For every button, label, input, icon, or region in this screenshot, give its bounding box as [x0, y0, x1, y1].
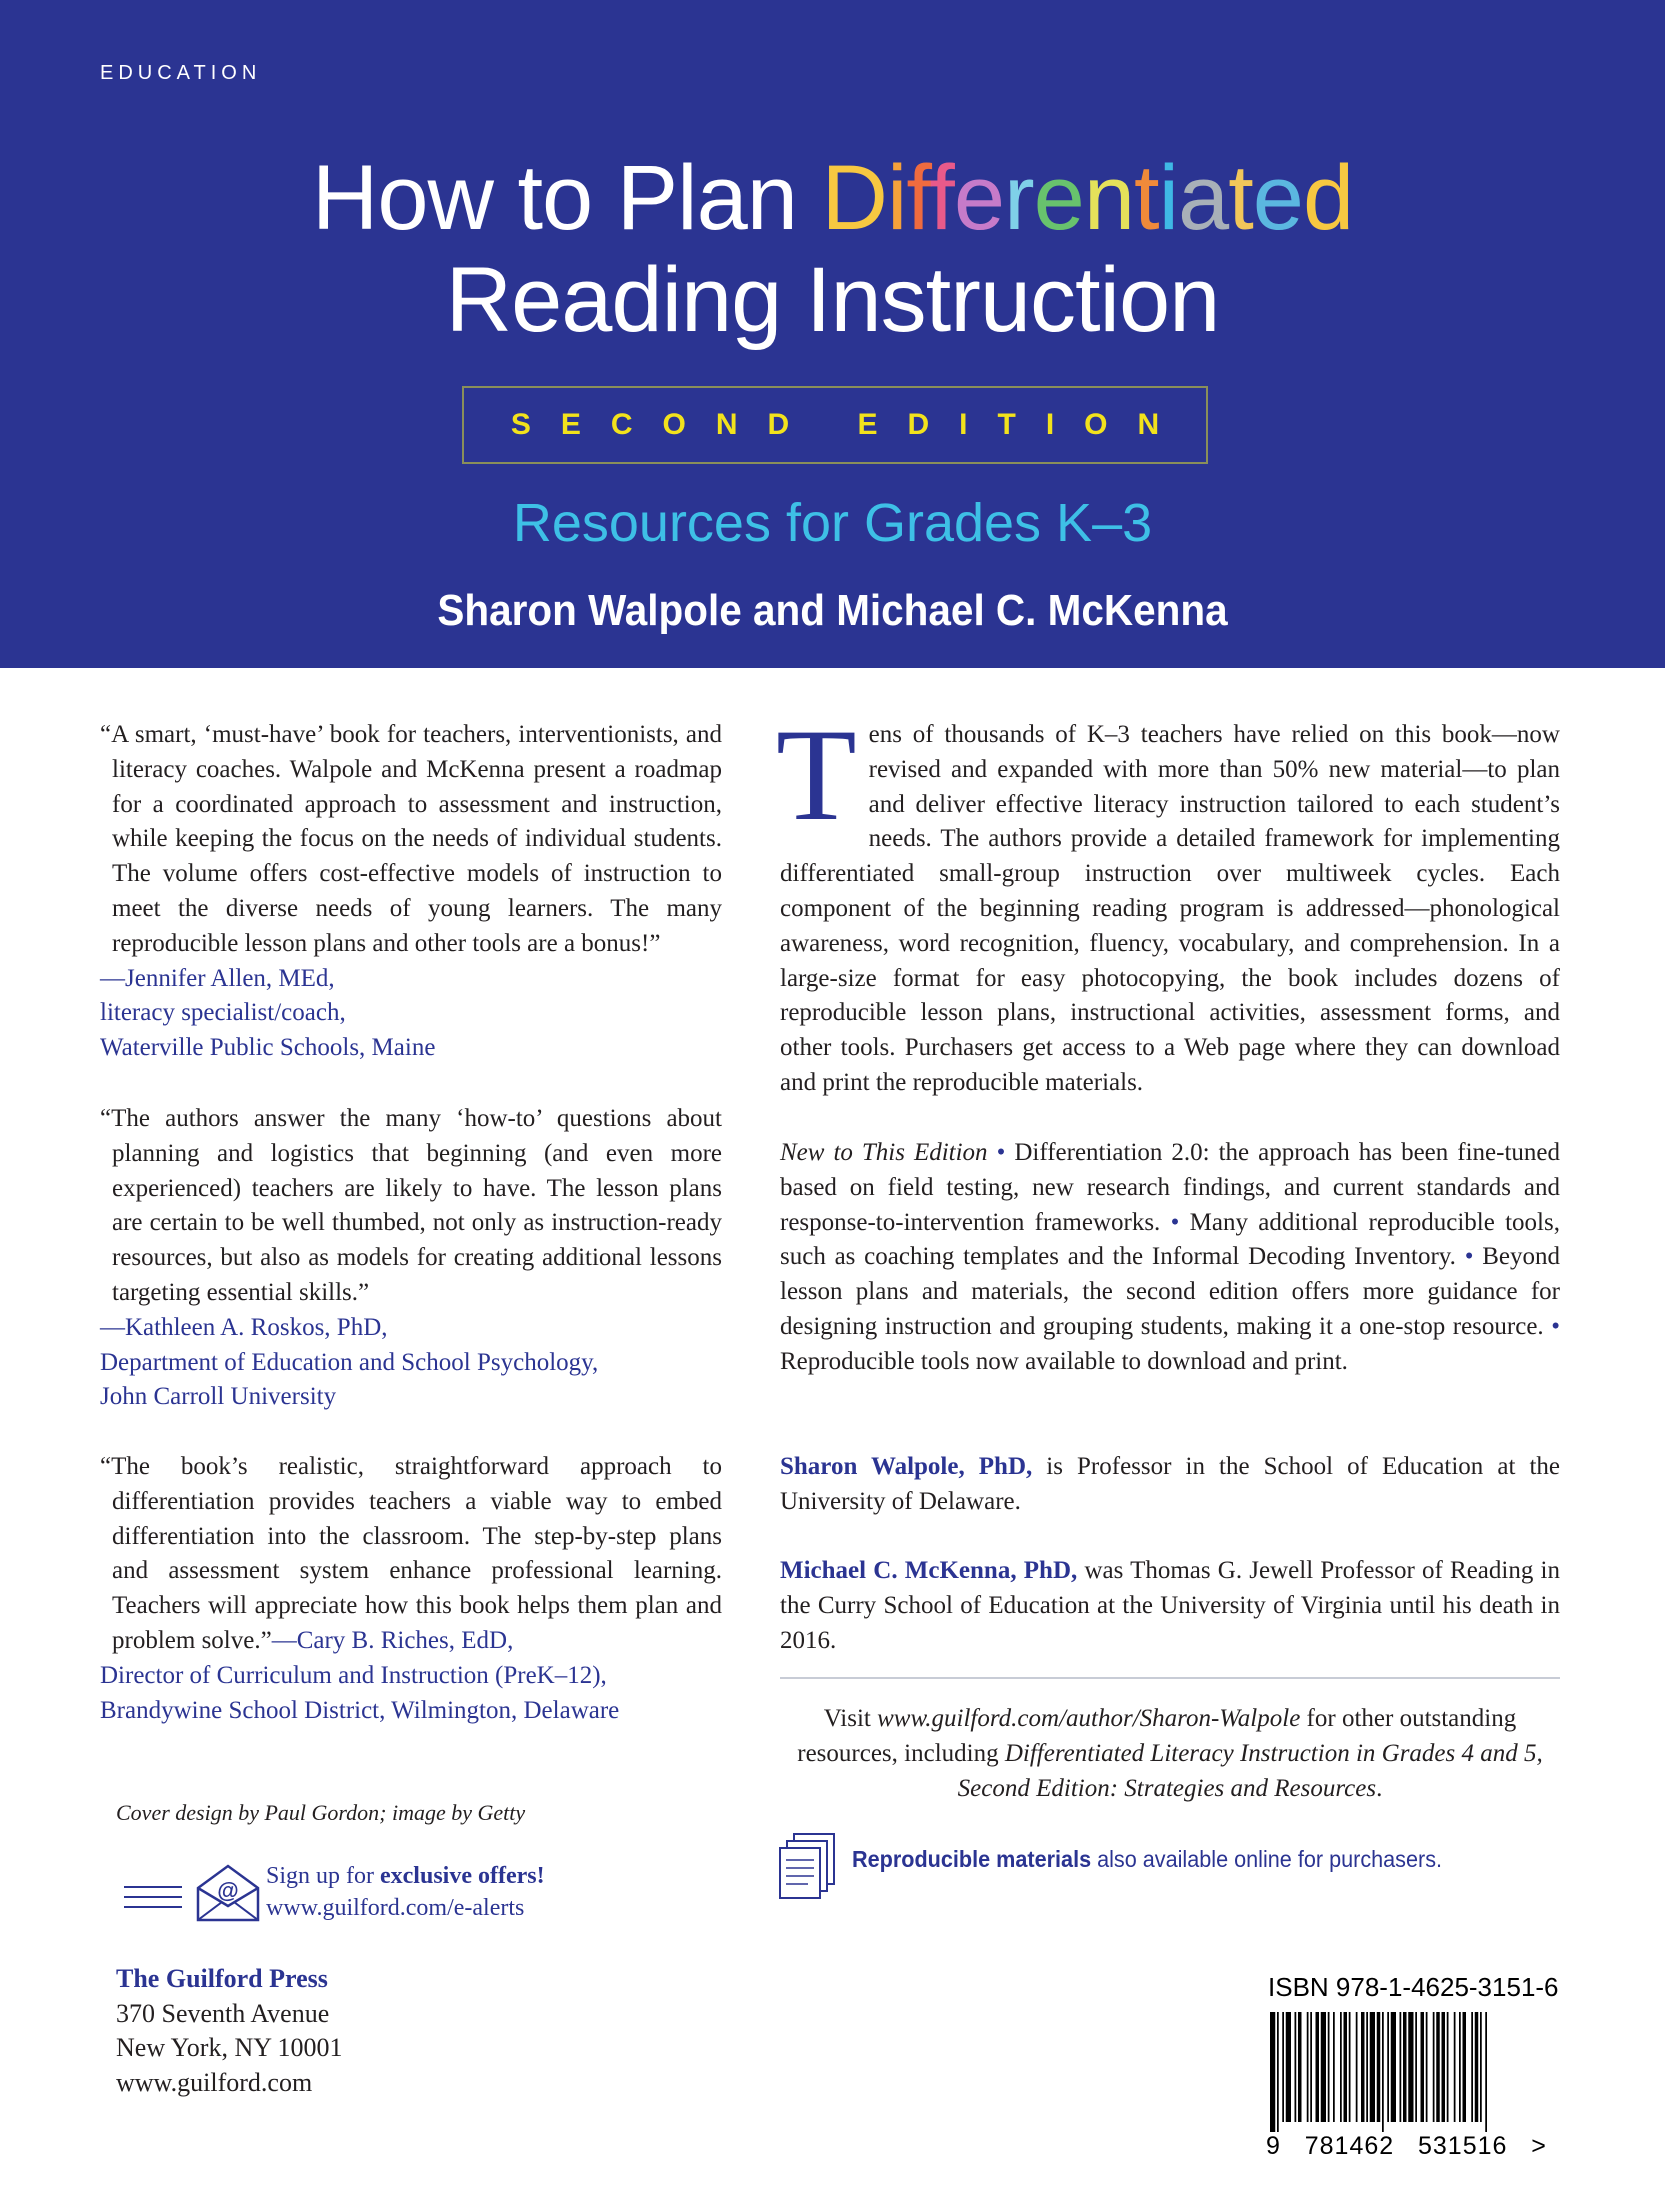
quote-text — [100, 1450, 722, 1659]
author-bio — [780, 1554, 1560, 1658]
feature-item: Beyond lesson plans and materials, the second edition offers more guidance for designing instruction and grouping students, making it a one-stop resource. — [780, 1243, 1560, 1340]
publisher-street: 370 Seventh Avenue — [116, 1998, 330, 2028]
reproducible-text: Reproducible materials also available online for purchasers. — [852, 1846, 1443, 1872]
bullet: • — [996, 1139, 1006, 1166]
title-letter: t — [1228, 147, 1253, 249]
title-letter: n — [1083, 147, 1135, 249]
attribution-line: John Carroll University — [100, 1383, 337, 1411]
book-title-line2: Reading Instruction — [445, 249, 1220, 351]
bullet: • — [1464, 1243, 1474, 1271]
quote-text: “The authors answer the many ‘how-to’ questions about planning and logistics that beginning (and even more experienced) teachers are likely to have. The lesson plans are certain to be well thumbed, not only as instruction-ready resources, but also as models for creating additional lessons targeting essential skills.” — [100, 1105, 722, 1306]
speed-lines-icon — [124, 1886, 182, 1916]
edition-box — [462, 386, 1208, 464]
barcode-digits: 9 781462 531516 > — [1266, 2132, 1547, 2160]
visit-note: Visit www.guilford.com/author/Sharon-Walpole for other outstanding resources, including Differentiated Literacy Instruction in Grades 4 and 5, Second Edition: Strategies and Resources. — [797, 1705, 1543, 1802]
category-label: EDUCATION — [100, 62, 262, 84]
drop-cap: T — [776, 701, 857, 848]
bullet: • — [1551, 1312, 1561, 1340]
title-letter: i — [1158, 147, 1179, 249]
quote-text: “A smart, ‘must-have’ book for teachers, interventionists, and literacy coaches. Walpole and McKenna present a roadmap for a coordinated approach to assessment and instruction, while keeping the focus on the needs of individual students. The volume offers cost-effective models of instruction to meet the diverse needs of young learners. The many reproducible lesson plans and other tools are a bonus!” — [100, 721, 722, 957]
header-band — [0, 0, 1665, 668]
reproducible-materials-note — [778, 1832, 1578, 1902]
quote-body: “The book’s realistic, straightforward approach to differentiation provides teachers a viable way to embed differentiation into the classroom. The step-by-step plans and assessment system enhance professional learning. Teachers will appreciate how this book helps them plan and problem solve.” — [100, 1453, 722, 1654]
envelope-at-icon — [192, 1862, 264, 1924]
title-letter: e — [1252, 147, 1303, 249]
author-bio-text: is Professor in the School of Education at the University of Delaware. — [780, 1453, 1560, 1515]
attribution-line: Brandywine School District, Wilmington, Delaware — [100, 1696, 620, 1724]
e-alerts-text: Sign up for exclusive offers! www.guilford.com/e-alerts — [266, 1860, 545, 1924]
author-page-link[interactable]: www.guilford.com/author/Sharon-Walpole — [877, 1705, 1301, 1732]
e-alerts-link[interactable]: www.guilford.com/e-alerts — [266, 1895, 525, 1921]
description-text: ens of thousands of K–3 teachers have relied on this book—now revised and expanded with more than 50% new material—to plan and deliver effective literacy instruction tailored to each student’s needs. The authors provide a detailed framework for implementing differentiated small-group instruction over multiweek cycles. Each component of the beginning reading program is addressed—phonological awareness, word recognition, fluency, vocabulary, and comprehension. In a large-size format for easy photocopying, the book includes dozens of reproducible lesson plans, instructional activities, assessment forms, and other tools. Purchasers get access to a Web page where they can download and print the reproducible materials. — [780, 721, 1560, 1096]
book-title-line1 — [0, 148, 1665, 248]
related-book-title: Differentiated Literacy Instruction in Grades 4 and 5, Second Edition: Strategies and Resources — [957, 1739, 1543, 1802]
document-stack-icon — [778, 1832, 838, 1900]
author-bio-name: Sharon Walpole, PhD, — [780, 1453, 1033, 1480]
attribution-line: Department of Education and School Psychology, — [100, 1348, 599, 1376]
attribution-line: —Jennifer Allen, MEd, — [100, 964, 335, 992]
quote-attribution — [100, 1659, 722, 1729]
title-letter: e — [953, 147, 1005, 249]
new-edition-heading: New to This Edition — [780, 1139, 988, 1166]
publisher-web[interactable]: www.guilford.com — [116, 2067, 313, 2097]
attribution-inline: —Cary B. Riches, EdD, — [271, 1626, 514, 1654]
edition-label: SECOND EDITION — [510, 408, 1190, 441]
cover-credit: Cover design by Paul Gordon; image by Getty — [116, 1800, 526, 1825]
attribution-line: Waterville Public Schools, Maine — [100, 1034, 436, 1062]
feature-item: Differentiation 2.0: the approach has been fine-tuned based on field testing, new research findings, and current standards and response-to-intervention frameworks. — [780, 1139, 1560, 1236]
title-prefix: How to Plan — [311, 147, 822, 249]
book-description — [776, 701, 1560, 1101]
title-letter: a — [1178, 147, 1229, 249]
quote-attribution — [100, 962, 722, 1066]
endorsement-quote — [100, 1102, 722, 1415]
quote-attribution — [100, 1311, 722, 1415]
title-letter: f — [929, 147, 954, 249]
feature-item: Reproducible tools now available to download and print. — [780, 1347, 1348, 1375]
endorsement-quote — [100, 718, 722, 1066]
book-authors: Sharon Walpole and Michael C. McKenna — [437, 586, 1228, 635]
attribution-line: literacy specialist/coach, — [100, 999, 346, 1027]
attribution-line: Director of Curriculum and Instruction (PreK–12), — [100, 1661, 607, 1689]
publisher-address — [116, 1962, 343, 2100]
new-edition-features — [780, 1136, 1560, 1380]
barcode-icon — [1270, 2012, 1556, 2132]
publisher-name: The Guilford Press — [116, 1964, 328, 1993]
isbn-label: ISBN 978-1-4625-3151-6 — [1268, 1972, 1559, 2002]
e-alerts-signup[interactable] — [124, 1856, 564, 1936]
divider — [780, 1677, 1560, 1679]
title-colored-word — [821, 147, 1353, 249]
svg-text:@: @ — [217, 1878, 239, 1903]
attribution-line: —Kathleen A. Roskos, PhD, — [100, 1313, 388, 1341]
bullet: • — [1170, 1208, 1180, 1236]
author-bio-name: Michael C. McKenna, PhD, — [780, 1557, 1078, 1584]
title-letter: r — [1004, 147, 1034, 249]
author-bio-text: was Thomas G. Jewell Professor of Reading in the Curry School of Education at the University of Virginia until his death in 2016. — [780, 1557, 1560, 1654]
title-letter: d — [1302, 147, 1354, 249]
title-letter: t — [1134, 147, 1159, 249]
author-bio — [780, 1450, 1560, 1520]
endorsement-quote — [100, 1450, 722, 1728]
title-letter: i — [886, 147, 907, 249]
title-letter: D — [821, 147, 887, 249]
publisher-city: New York, NY 10001 — [116, 2033, 343, 2062]
title-letter: e — [1033, 147, 1084, 249]
feature-item: Many additional reproducible tools, such as coaching templates and the Informal Decoding Inventory. — [780, 1208, 1560, 1271]
title-letter: f — [906, 147, 930, 249]
book-subtitle: Resources for Grades K–3 — [512, 493, 1153, 553]
alerts-emphasis: exclusive offers! — [380, 1863, 545, 1889]
